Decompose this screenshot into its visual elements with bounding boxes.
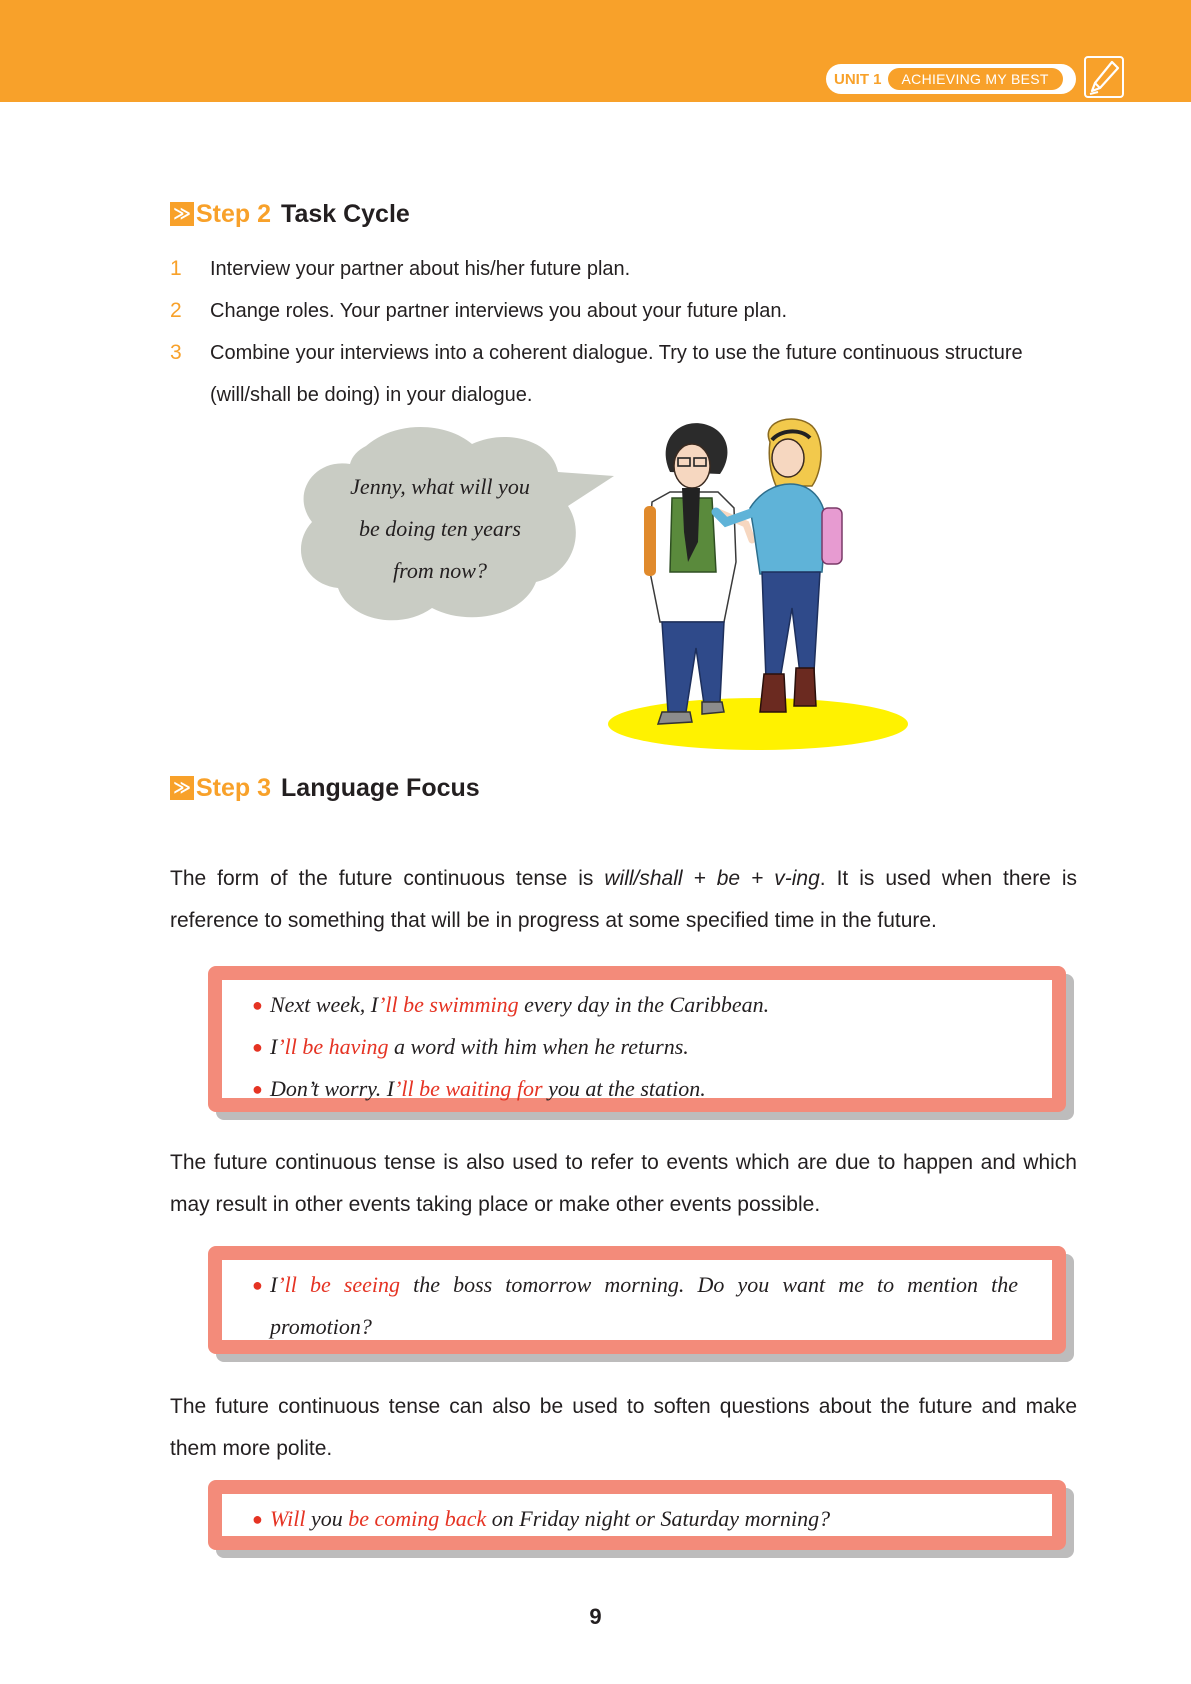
list-number: 1	[170, 257, 182, 280]
list-item	[170, 290, 1078, 332]
step3-heading	[170, 772, 480, 804]
intro-formula: will/shall + be + v-ing	[604, 867, 820, 890]
step2-title: Task Cycle	[281, 199, 410, 228]
list-text: Combine your interviews into a coherent dialogue. Try to use the future continuous structure (will/shall be doing) in your dialogue.	[210, 342, 1023, 406]
example-sentence: ● I’ll be having a word with him when he returns.	[252, 1026, 1018, 1068]
highlight-verb: be coming back	[348, 1506, 487, 1531]
speech-line: Jenny, what will you	[350, 474, 530, 499]
bullet-icon: ●	[252, 995, 263, 1015]
example-sentence: ● I’ll be seeing the boss tomorrow morning. Do you want me to mention the promotion?	[252, 1264, 1018, 1348]
speech-bubble-text	[340, 466, 540, 592]
example-sentence: ● Next week, I’ll be swimming every day in the Caribbean.	[252, 984, 1018, 1026]
list-text: Interview your partner about his/her future plan.	[210, 258, 631, 280]
step2-heading	[170, 198, 410, 230]
example-sentence: ● Don’t worry. I’ll be waiting for you at the station.	[252, 1068, 1018, 1110]
bullet-icon: ●	[252, 1079, 263, 1099]
step2-label: Step 2	[196, 199, 272, 228]
bullet-icon: ●	[252, 1037, 263, 1057]
list-number: 2	[170, 299, 182, 322]
step3-title: Language Focus	[281, 773, 480, 802]
paragraph-events: The future continuous tense is also used to refer to events which are due to happen and which may result in other events taking place or make other events possible.	[170, 1151, 1077, 1216]
bullet-icon: ●	[252, 1509, 263, 1529]
students-illustration	[600, 412, 920, 762]
unit-badge	[826, 64, 1076, 94]
unit-title: ACHIEVING MY BEST	[888, 68, 1063, 90]
step3-label: Step 3	[196, 773, 272, 802]
unit-label: UNIT 1	[834, 70, 882, 88]
list-text: Change roles. Your partner interviews you about your future plan.	[210, 300, 788, 322]
list-number: 3	[170, 341, 182, 364]
example-box	[208, 966, 1066, 1112]
example-box	[208, 1480, 1066, 1550]
pen-icon	[1084, 56, 1124, 98]
list-item	[170, 332, 1078, 416]
paragraph-intro	[170, 858, 1077, 942]
boy-figure	[644, 423, 752, 724]
task-list	[170, 248, 1078, 416]
bullet-icon: ●	[252, 1275, 263, 1295]
intro-text-a: The form of the future continuous tense is	[170, 867, 605, 890]
intro-text-b: . It is used when there is reference to something that will be in progress at some specified time in the future.	[170, 867, 1077, 932]
page-number: 9	[589, 1604, 602, 1629]
step-arrow-icon: ≫	[170, 202, 194, 226]
example-sentence: ● Will you be coming back on Friday night or Saturday morning?	[252, 1498, 1018, 1540]
highlight-verb: ’ll be waiting for	[394, 1076, 543, 1101]
highlight-verb: ’ll be swimming	[378, 992, 519, 1017]
speech-line: be doing ten years	[359, 516, 521, 541]
list-item	[170, 248, 1078, 290]
paragraph-polite: The future continuous tense can also be used to soften questions about the future and make them more polite.	[170, 1395, 1077, 1460]
step-arrow-icon: ≫	[170, 776, 194, 800]
speech-bubble	[296, 424, 632, 628]
highlight-verb: ’ll be having	[277, 1034, 389, 1059]
example-box	[208, 1246, 1066, 1354]
speech-line: from now?	[393, 558, 487, 583]
highlight-verb: Will	[270, 1506, 306, 1531]
highlight-verb: ’ll be seeing	[277, 1272, 401, 1297]
